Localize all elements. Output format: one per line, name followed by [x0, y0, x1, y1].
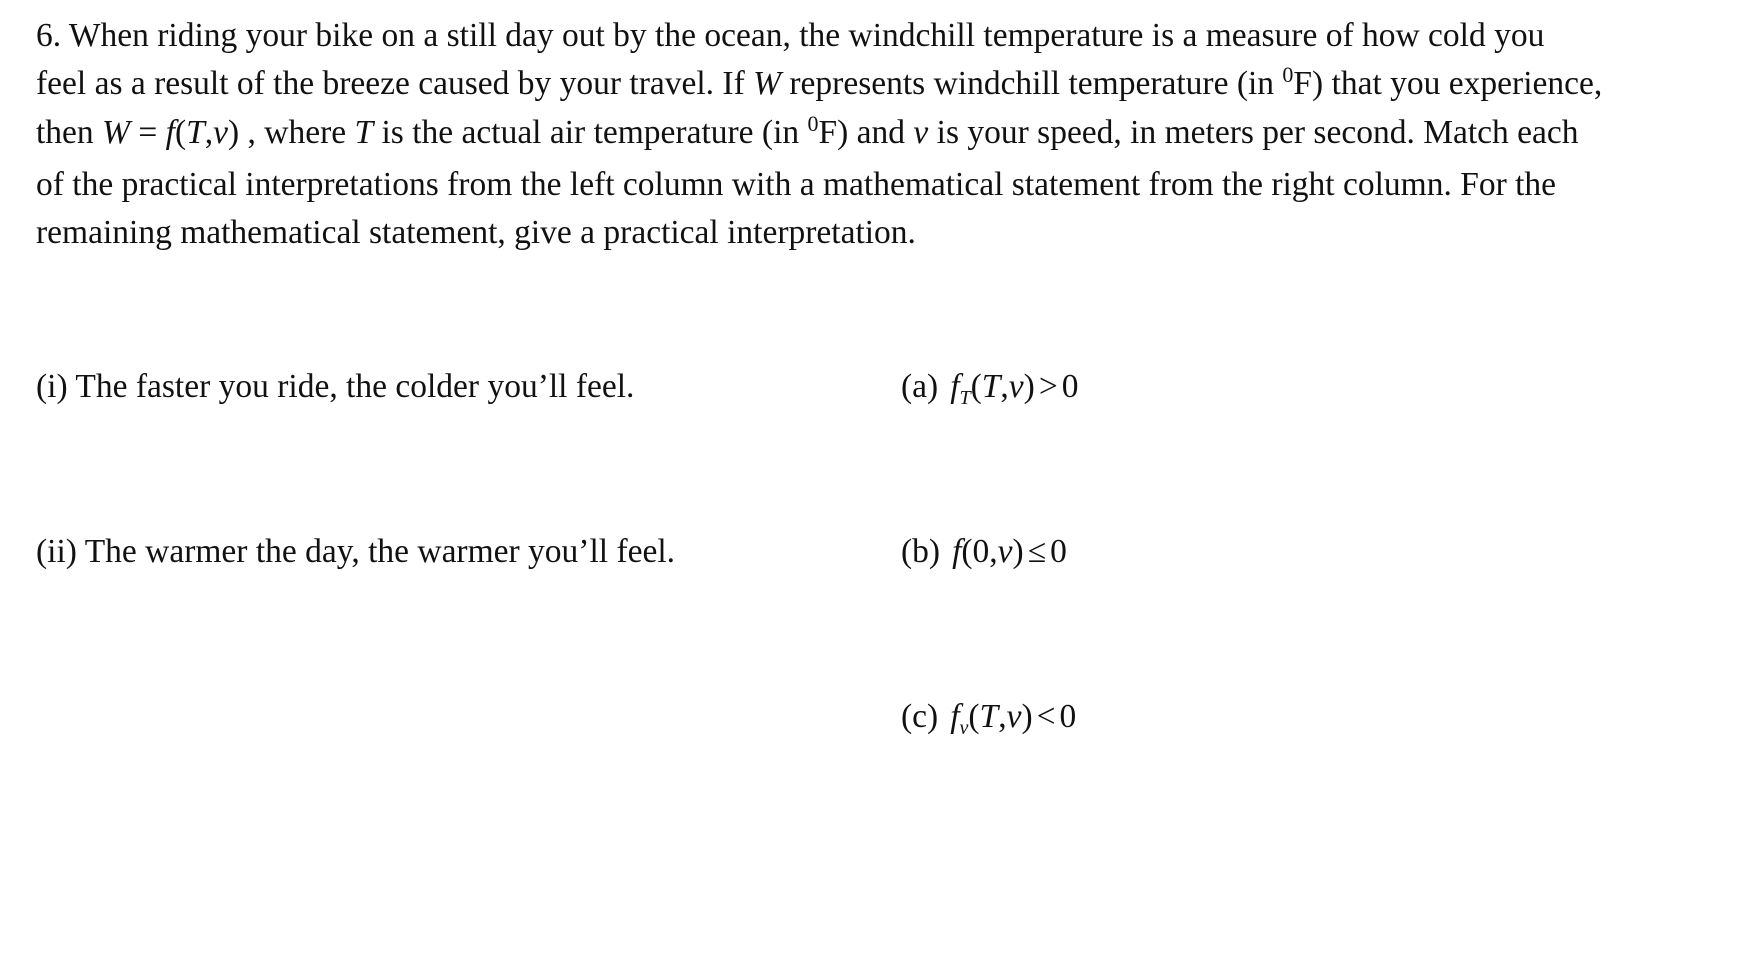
temperature-symbol: T	[354, 114, 374, 151]
paren-close: )	[1012, 533, 1024, 570]
paren-open: (	[961, 533, 973, 570]
problem-line-2-text-b: represents windchill temperature (in	[781, 64, 1283, 102]
function-symbol: f	[952, 533, 962, 570]
problem-line-3-text-d: F) and	[818, 114, 914, 151]
argument-1: 0	[972, 533, 990, 570]
function-symbol: f	[950, 368, 960, 405]
interpretation-ii: (ii) The warmer the day, the warmer you’ll feel.	[36, 533, 676, 570]
problem-line-5	[36, 209, 1736, 257]
partial-subscript: v	[959, 717, 969, 739]
problem-line-1-text: 6. When riding your bike on a still day out by the ocean, the windchill temperature is a measure of how cold you	[36, 17, 1545, 54]
argument-1: T	[979, 698, 999, 735]
temperature-symbol: T	[186, 114, 205, 151]
relation-symbol: >	[1038, 368, 1058, 405]
paren-open: (	[174, 114, 187, 151]
windchill-symbol: W	[753, 64, 782, 102]
speed-symbol: v	[213, 114, 228, 151]
problem-line-4	[36, 161, 1736, 209]
partial-subscript: T	[959, 387, 971, 409]
argument-2: v	[997, 533, 1013, 570]
statement-b	[901, 533, 1067, 571]
comma: ,	[989, 533, 998, 570]
equals-sign: =	[129, 114, 166, 151]
problem-line-1	[36, 12, 1736, 60]
problem-line-5-text: remaining mathematical statement, give a practical interpretation.	[36, 213, 916, 251]
right-hand-side: 0	[1050, 533, 1067, 570]
windchill-symbol: W	[102, 114, 130, 151]
paren-open: (	[968, 698, 980, 735]
relation-symbol: ≤	[1027, 533, 1047, 570]
statement-label: (a)	[901, 368, 939, 405]
comma: ,	[1000, 368, 1009, 405]
problem-line-3-text-b: , where	[239, 114, 355, 151]
relation-symbol: <	[1036, 698, 1056, 735]
problem-line-2	[36, 60, 1736, 108]
argument-1: T	[981, 368, 1001, 405]
paren-close: )	[227, 114, 240, 151]
comma: ,	[998, 698, 1007, 735]
problem-line-3-text-a: then	[36, 114, 103, 151]
problem-line-3-text-c: is the actual air temperature (in	[373, 114, 808, 151]
problem-line-3-text-e: is your speed, in meters per second. Match each	[928, 114, 1579, 151]
comma: ,	[204, 114, 214, 151]
statement-label: (c)	[901, 698, 939, 735]
function-symbol: f	[950, 698, 960, 735]
interpretation-i: (i) The faster you ride, the colder you’ll feel.	[36, 368, 635, 405]
function-symbol: f	[165, 114, 175, 151]
problem-line-2-text-a: feel as a result of the breeze caused by your travel. If	[36, 64, 754, 102]
statement-c	[901, 698, 1077, 739]
argument-2: v	[1008, 368, 1024, 405]
problem-line-3	[36, 107, 1736, 159]
argument-2: v	[1006, 698, 1022, 735]
right-hand-side: 0	[1059, 698, 1077, 735]
statement-a	[901, 368, 1079, 409]
paren-open: (	[970, 368, 982, 405]
right-hand-side: 0	[1061, 368, 1079, 405]
paren-close: )	[1021, 698, 1033, 735]
problem-line-4-text: of the practical interpretations from the left column with a mathematical statement from the right column. For the	[36, 166, 1557, 203]
problem-line-2-text-c: F) that you experience,	[1293, 64, 1603, 102]
degree-superscript: 0	[1282, 61, 1294, 87]
problem-statement	[36, 12, 1736, 256]
statement-label: (b)	[901, 533, 941, 570]
degree-superscript: 0	[807, 111, 819, 136]
speed-symbol: v	[913, 114, 929, 151]
paren-close: )	[1023, 368, 1035, 405]
